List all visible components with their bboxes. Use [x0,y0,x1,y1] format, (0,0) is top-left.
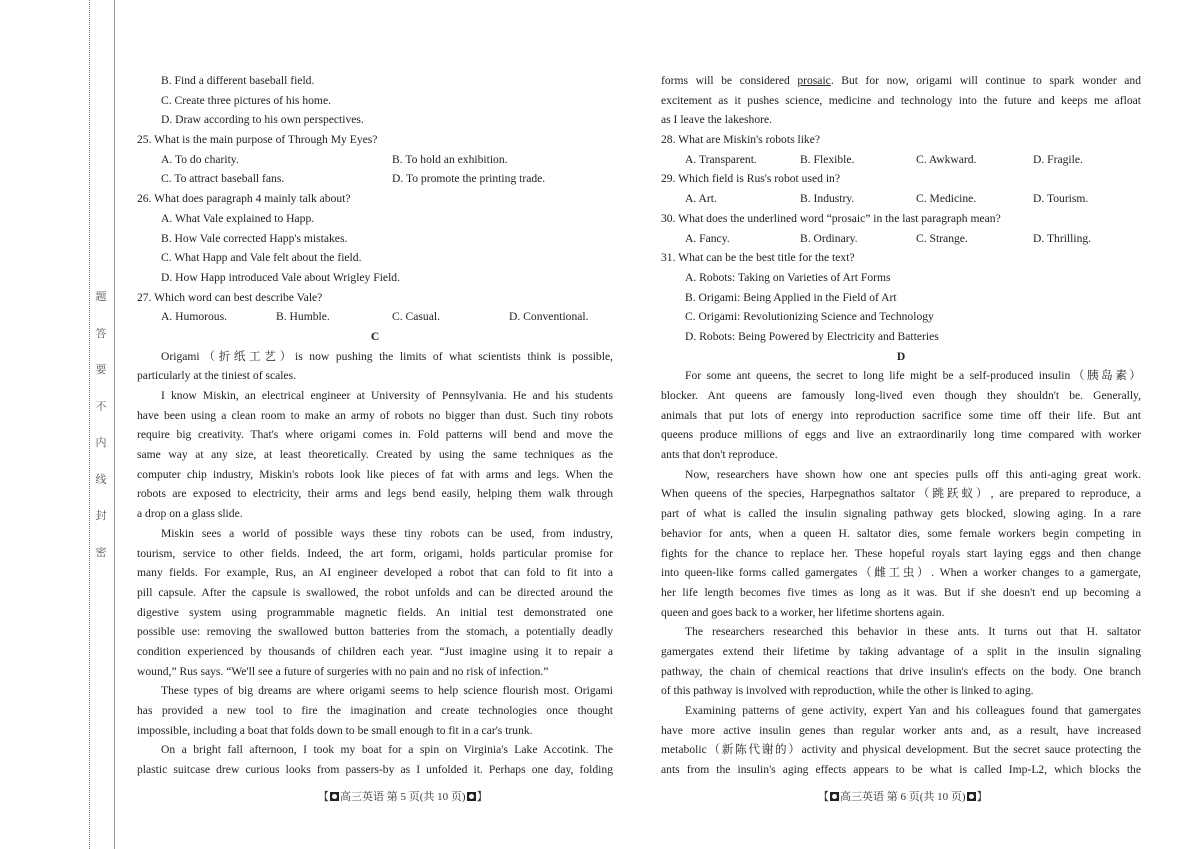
answer-option: C. Create three pictures of his home. [161,93,331,107]
paragraph-line: her life length becomes five times as long as it was. But if she doesn't end up becoming a [661,585,1141,599]
answer-options-row [137,307,613,327]
margin-char: 题 [95,291,107,303]
answer-option: C. Casual. [392,310,440,324]
question-stem: 27. Which word can best describe Vale? [137,290,323,304]
answer-option: A. To do charity. [161,152,239,166]
logo-icon [830,792,839,801]
answer-option: C. To attract baseball fans. [161,172,285,186]
answer-option: B. Flexible. [800,152,855,166]
answer-option: D. Robots: Being Powered by Electricity and Batteries [685,329,939,343]
paragraph-line: pill capsule. After the capsule is swallowed, the robot unfolds and can be directed around the [137,585,613,599]
paragraph-line: ants from the insulin's aging effects appears to be what is called Imp-L2, which blocks the [661,763,1141,777]
answer-option: B. Humble. [276,310,330,324]
paragraph-line: have been using a clean room to make an army of robots no bigger than dust. Such tiny robots [137,408,613,422]
paragraph-line: When queens of the species, Harpegnathos saltator（跳跃蚁）, are prepared to reproduce, a [661,487,1141,501]
answer-option: C. Awkward. [916,152,977,166]
answer-option: A. Humorous. [161,310,228,324]
right-page-column [661,71,1141,780]
paragraph-line: computer chip industry, Miskin's robots look like pieces of fat with arms and legs. When the [137,467,613,481]
footer-page-label: 高三英语 第 5 页(共 10 页) [340,791,466,803]
paragraph-line: condition experienced by thousands of children each year. “Just imagine using it to repair a [137,644,613,658]
paragraph-line: possible use: removing the swallowed button batteries from the stomach, a potentially deadly [137,625,613,639]
paragraph-line: queen and goes back to a worker, her lifetime shortens again. [661,605,945,619]
paragraph-line: On a bright fall afternoon, I took my boat for a spin on Virginia's Lake Accotink. The [161,743,613,757]
paragraph-line: behavior for ants, when a queen H. saltator dies, some female workers begin competing in [661,526,1141,540]
answer-option: D. To promote the printing trade. [392,172,546,186]
paragraph-line: ants that don't reproduce. [661,448,778,462]
answer-option: A. What Vale explained to Happ. [161,211,315,225]
answer-options-row [661,229,1141,249]
answer-option: D. Tourism. [1033,192,1089,206]
answer-option: B. Origami: Being Applied in the Field of Art [685,290,897,304]
answer-option: B. Industry. [800,192,855,206]
paragraph-line: robots are exposed to electricity, their arms and legs bend easily, helping them walk through [137,487,613,501]
paragraph-line: forms will be considered prosaic. But for now, origami will continue to spark wonder and [661,74,1141,87]
answer-option: C. What Happ and Vale felt about the field. [161,251,362,265]
underlined-word: prosaic [797,74,831,87]
paragraph-line: as I leave the lakeshore. [661,113,773,127]
answer-option: D. How Happ introduced Vale about Wrigley Field. [161,270,400,284]
answer-option: B. Find a different baseball field. [161,74,315,87]
answer-option: C. Origami: Revolutionizing Science and Technology [685,310,934,324]
answer-option: A. Robots: Taking on Varieties of Art Forms [685,270,891,284]
paragraph-line: has provided a new tool to fire the imagination and create technologies once thought [137,704,613,717]
answer-option: D. Thrilling. [1033,231,1092,245]
section-heading: D [896,349,906,363]
paragraph-line: same way at any size, at least theoretically. Created by using the same techniques as the [137,448,613,462]
binding-margin-notice [93,288,109,580]
paragraph-line: have more active insulin genes than regular worker ants and, as a result, have increased [661,723,1141,737]
bracket: 】 [976,791,988,803]
paragraph-line: impossible, including a boat that folds down to be small enough to fit in a car's trunk. [137,723,533,737]
answer-option: A. Art. [685,192,717,206]
bracket: 】 [476,791,488,803]
paragraph-line: plastic suitcase drew curious looks from passers-by as I unfolded it. Perhaps one day, folding [137,763,613,777]
margin-char: 答 [95,327,107,340]
paragraph-line: The researchers researched this behavior in these ants. It turns out that H. saltator [685,625,1141,639]
question-stem: 26. What does paragraph 4 mainly talk about? [137,192,351,206]
answer-options-row [137,169,613,189]
margin-char: 不 [95,400,107,413]
answer-options-row [661,150,1141,170]
question-stem: 28. What are Miskin's robots like? [661,133,821,147]
paragraph-line: Examining patterns of gene activity, expert Yan and his colleagues found that gamergates [685,704,1141,717]
answer-option: B. Ordinary. [800,231,858,245]
paragraph-line: These types of big dreams are where origami seems to help science flourish most. Origami [161,684,613,698]
question-stem: 30. What does the underlined word “prosaic” in the last paragraph mean? [661,211,1001,225]
paragraph-line: a drop on a glass slide. [137,507,243,521]
logo-icon [467,792,476,801]
paragraph-line: metabolic（新陈代谢的）activity and physical development. But the secret sauce protecting the [661,743,1141,757]
paragraph-line: animals that put lots of energy into reproduction sacrifice some time off their life. But ant [661,408,1141,422]
margin-char: 密 [95,546,107,559]
answer-option: C. Medicine. [916,192,977,206]
answer-option: C. Strange. [916,231,968,245]
paragraph-line: Miskin sees a world of possible ways these tiny robots can be used, from industry, [161,526,613,540]
paragraph-line: blocker. Ant queens are famously long-lived even though they shouldn't be. Generally, [661,389,1141,402]
paragraph-line: gamergates extend their lifetime by taking advantage of a split in the insulin signaling [661,644,1141,658]
margin-char: 封 [95,510,107,522]
margin-char: 要 [95,364,107,376]
paragraph-line: many fields. For example, Rus, an AI engineer developed a robot that can fold to fit into a [137,566,613,580]
paragraph-line: pathway, the chain of chemical reactions that drive insulin's effects on the body. One branch [661,664,1141,678]
answer-options-row [137,150,613,170]
paragraph-line: For some ant queens, the secret to long life might be a self-produced insulin（胰岛素） [685,369,1141,383]
paragraph-line: Now, researchers have shown how one ant species pulls off this anti-aging great work. [685,467,1141,481]
answer-option: B. How Vale corrected Happ's mistakes. [161,231,348,245]
answer-option: A. Fancy. [685,231,730,245]
left-page-column [137,71,613,780]
question-stem: 25. What is the main purpose of Through My Eyes? [137,133,378,147]
answer-option: A. Transparent. [685,152,757,166]
bracket: 【 [818,791,829,803]
question-stem: 31. What can be the best title for the text? [661,251,855,265]
paragraph-line: wound,” Rus says. “We'll see a future of surgeries with no pain and no risk of infection.” [137,664,549,678]
binding-line-inner [114,0,115,849]
answer-option: B. To hold an exhibition. [392,152,508,166]
paragraph-line: require big creativity. That's where origami comes in. Fold patterns will bend and move the [137,428,613,442]
paragraph-line: into queen-like forms called gamergates（雌工虫）. When a worker changes to a gamergate, [661,566,1141,580]
logo-icon [967,792,976,801]
answer-option: D. Fragile. [1033,152,1083,166]
answer-option: D. Conventional. [509,310,589,324]
paragraph-line: Origami（折纸工艺）is now pushing the limits of what scientists think is possible, [161,349,613,363]
paragraph-line: I know Miskin, an electrical engineer at University of Pennsylvania. He and his students [161,389,613,402]
paragraph-line: excitement as it pushes science, medicine and technology into the future and keeps me afloat [661,93,1141,107]
logo-icon [330,792,339,801]
margin-char: 线 [95,473,107,486]
paragraph-line: particularly at the tiniest of scales. [137,369,297,383]
section-heading: C [370,329,380,343]
right-page-footer [818,788,988,804]
bracket: 【 [318,791,329,803]
paragraph-line: queens produce millions of eggs and live an extraordinarily long time compared with worker [661,428,1141,442]
paragraph-line: fights for the chance to replace her. These hopeful royals start laying eggs and then change [661,546,1141,560]
paragraph-line: digestive system using programmable magnetic fields. An initial test demonstrated one [137,605,613,619]
binding-line-outer [89,0,90,849]
paragraph-line: part of what is called the insulin signaling pathway gets blocked, slowing aging. In a rare [661,507,1141,521]
footer-page-label: 高三英语 第 6 页(共 10 页) [840,791,966,803]
margin-char: 内 [95,437,107,449]
answer-option: D. Draw according to his own perspectives. [161,113,364,127]
left-page-footer [318,788,488,804]
paragraph-line: tourism, service to other fields. Indeed, the art form, origami, holds particular promise for [137,546,613,560]
answer-options-row [661,189,1141,209]
question-stem: 29. Which field is Rus's robot used in? [661,172,840,186]
paragraph-line: of this pathway is involved with reproduction, while the other is linked to aging. [661,684,1034,698]
